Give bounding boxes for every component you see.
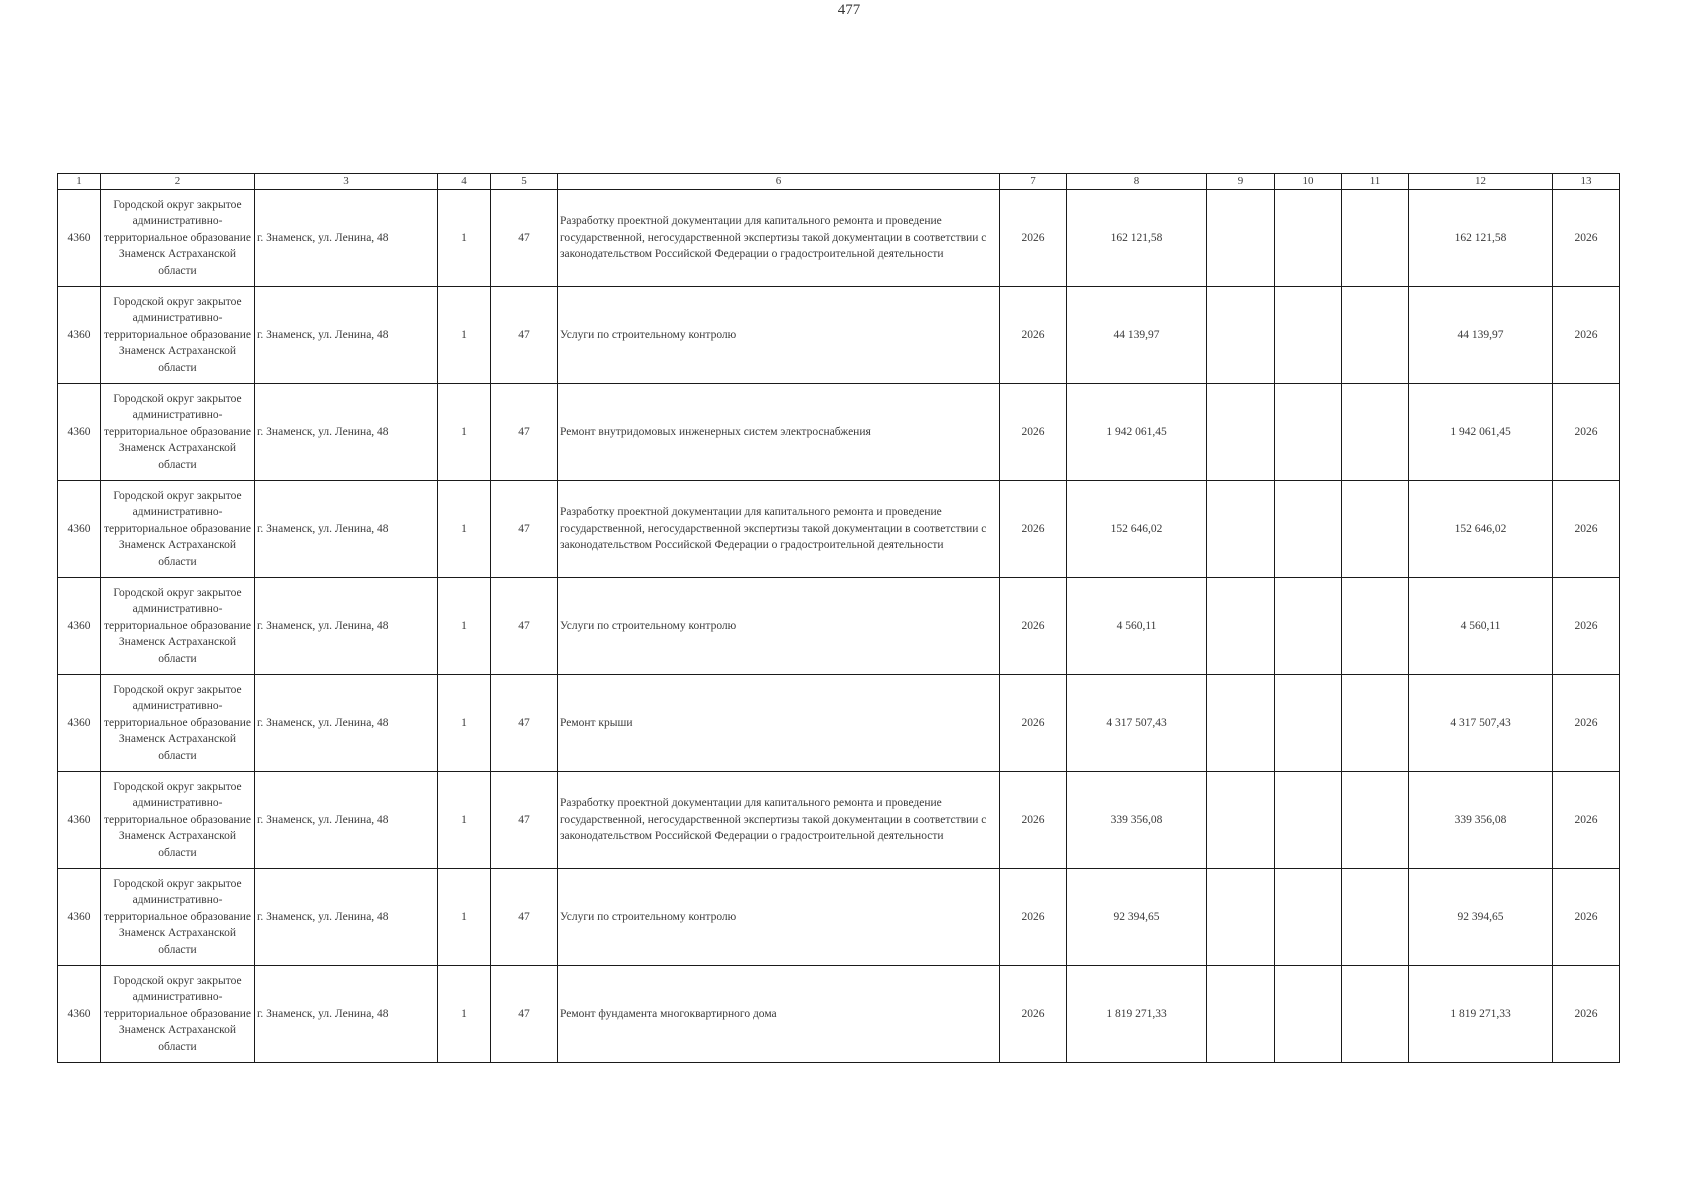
table-row (58, 966, 1620, 1063)
table-body (58, 190, 1620, 1063)
cell-col10 (1275, 966, 1342, 1063)
cell-col4: 1 (438, 384, 491, 481)
column-header-1: 1 (58, 174, 101, 190)
cell-work-type: Ремонт фундамента многоквартирного дома (558, 966, 1000, 1063)
cell-col9 (1207, 675, 1275, 772)
cell-year: 2026 (1000, 578, 1067, 675)
cell-municipality: Городской округ закрытое административно-территориальное образование Знаменск Астраханской области (101, 675, 255, 772)
cell-year-end: 2026 (1553, 190, 1620, 287)
cell-address: г. Знаменск, ул. Ленина, 48 (255, 869, 438, 966)
cell-number: 4360 (58, 287, 101, 384)
cell-cost-fund: 1 819 271,33 (1409, 966, 1553, 1063)
cell-col10 (1275, 384, 1342, 481)
table-row (58, 675, 1620, 772)
table-row (58, 384, 1620, 481)
cell-year-end: 2026 (1553, 675, 1620, 772)
cell-work-type: Услуги по строительному контролю (558, 869, 1000, 966)
cell-number: 4360 (58, 578, 101, 675)
cell-col9 (1207, 287, 1275, 384)
cell-municipality: Городской округ закрытое административно-территориальное образование Знаменск Астраханской области (101, 772, 255, 869)
cell-col10 (1275, 869, 1342, 966)
cell-col10 (1275, 772, 1342, 869)
cell-year: 2026 (1000, 966, 1067, 1063)
cell-municipality: Городской округ закрытое административно-территориальное образование Знаменск Астраханской области (101, 287, 255, 384)
cell-col9 (1207, 384, 1275, 481)
cell-year: 2026 (1000, 481, 1067, 578)
cell-year-end: 2026 (1553, 384, 1620, 481)
cell-col5: 47 (491, 384, 558, 481)
cell-col5: 47 (491, 772, 558, 869)
cell-cost-fund: 152 646,02 (1409, 481, 1553, 578)
cell-address: г. Знаменск, ул. Ленина, 48 (255, 966, 438, 1063)
cell-cost-total: 162 121,58 (1067, 190, 1207, 287)
cell-number: 4360 (58, 190, 101, 287)
cell-col11 (1342, 287, 1409, 384)
table-row (58, 481, 1620, 578)
cell-year-end: 2026 (1553, 966, 1620, 1063)
cell-address: г. Знаменск, ул. Ленина, 48 (255, 384, 438, 481)
cell-col10 (1275, 190, 1342, 287)
cell-municipality: Городской округ закрытое административно-территориальное образование Знаменск Астраханской области (101, 190, 255, 287)
table-row (58, 869, 1620, 966)
cell-year-end: 2026 (1553, 578, 1620, 675)
cell-address: г. Знаменск, ул. Ленина, 48 (255, 578, 438, 675)
column-header-8: 8 (1067, 174, 1207, 190)
cell-cost-total: 1 819 271,33 (1067, 966, 1207, 1063)
cell-cost-total: 152 646,02 (1067, 481, 1207, 578)
cell-col9 (1207, 578, 1275, 675)
cell-work-type: Ремонт внутридомовых инженерных систем электроснабжения (558, 384, 1000, 481)
cell-municipality: Городской округ закрытое административно-территориальное образование Знаменск Астраханской области (101, 578, 255, 675)
cell-col10 (1275, 481, 1342, 578)
cell-year: 2026 (1000, 772, 1067, 869)
cell-number: 4360 (58, 966, 101, 1063)
cell-cost-fund: 4 560,11 (1409, 578, 1553, 675)
cell-cost-fund: 339 356,08 (1409, 772, 1553, 869)
cell-address: г. Знаменск, ул. Ленина, 48 (255, 190, 438, 287)
cell-col4: 1 (438, 481, 491, 578)
cell-col9 (1207, 190, 1275, 287)
column-header-9: 9 (1207, 174, 1275, 190)
cell-number: 4360 (58, 772, 101, 869)
cell-year: 2026 (1000, 869, 1067, 966)
cell-col5: 47 (491, 481, 558, 578)
cell-number: 4360 (58, 384, 101, 481)
cell-work-type: Ремонт крыши (558, 675, 1000, 772)
cell-municipality: Городской округ закрытое административно-территориальное образование Знаменск Астраханской области (101, 966, 255, 1063)
cell-col4: 1 (438, 869, 491, 966)
cell-municipality: Городской округ закрытое административно-территориальное образование Знаменск Астраханской области (101, 481, 255, 578)
column-header-12: 12 (1409, 174, 1553, 190)
cell-col4: 1 (438, 966, 491, 1063)
column-header-13: 13 (1553, 174, 1620, 190)
column-header-6: 6 (558, 174, 1000, 190)
cell-address: г. Знаменск, ул. Ленина, 48 (255, 675, 438, 772)
cell-cost-total: 92 394,65 (1067, 869, 1207, 966)
cell-col5: 47 (491, 578, 558, 675)
cell-col4: 1 (438, 287, 491, 384)
page-number: 477 (837, 2, 861, 18)
cell-col4: 1 (438, 675, 491, 772)
cell-col9 (1207, 481, 1275, 578)
cell-cost-fund: 4 317 507,43 (1409, 675, 1553, 772)
cell-year: 2026 (1000, 384, 1067, 481)
cell-cost-total: 339 356,08 (1067, 772, 1207, 869)
cell-municipality: Городской округ закрытое административно-территориальное образование Знаменск Астраханской области (101, 384, 255, 481)
cell-year-end: 2026 (1553, 869, 1620, 966)
cell-col11 (1342, 966, 1409, 1063)
cell-work-type: Разработку проектной документации для капитального ремонта и проведение государственной, негосударственной экспертизы такой документации в соответствии с законодательством Российской Федерации о градостроительной деятельности (558, 481, 1000, 578)
cell-year-end: 2026 (1553, 287, 1620, 384)
cell-col4: 1 (438, 190, 491, 287)
column-header-3: 3 (255, 174, 438, 190)
cell-col9 (1207, 772, 1275, 869)
header-row (58, 174, 1620, 190)
cell-col11 (1342, 578, 1409, 675)
cell-year: 2026 (1000, 287, 1067, 384)
cell-col10 (1275, 675, 1342, 772)
cell-col9 (1207, 869, 1275, 966)
cell-cost-total: 44 139,97 (1067, 287, 1207, 384)
column-header-5: 5 (491, 174, 558, 190)
cell-cost-total: 1 942 061,45 (1067, 384, 1207, 481)
cell-year: 2026 (1000, 675, 1067, 772)
cell-col10 (1275, 578, 1342, 675)
cell-col5: 47 (491, 966, 558, 1063)
column-header-10: 10 (1275, 174, 1342, 190)
cell-col11 (1342, 869, 1409, 966)
cell-work-type: Разработку проектной документации для капитального ремонта и проведение государственной, негосударственной экспертизы такой документации в соответствии с законодательством Российской Федерации о градостроительной деятельности (558, 190, 1000, 287)
cell-year-end: 2026 (1553, 772, 1620, 869)
cell-cost-fund: 1 942 061,45 (1409, 384, 1553, 481)
cell-col4: 1 (438, 772, 491, 869)
column-header-2: 2 (101, 174, 255, 190)
column-header-7: 7 (1000, 174, 1067, 190)
cell-cost-fund: 92 394,65 (1409, 869, 1553, 966)
column-header-4: 4 (438, 174, 491, 190)
cell-address: г. Знаменск, ул. Ленина, 48 (255, 481, 438, 578)
cell-col5: 47 (491, 190, 558, 287)
cell-year-end: 2026 (1553, 481, 1620, 578)
table-row (58, 578, 1620, 675)
cell-number: 4360 (58, 675, 101, 772)
cell-work-type: Услуги по строительному контролю (558, 578, 1000, 675)
cell-work-type: Услуги по строительному контролю (558, 287, 1000, 384)
cell-address: г. Знаменск, ул. Ленина, 48 (255, 772, 438, 869)
cell-col11 (1342, 481, 1409, 578)
cell-number: 4360 (58, 869, 101, 966)
cell-work-type: Разработку проектной документации для капитального ремонта и проведение государственной, негосударственной экспертизы такой документации в соответствии с законодательством Российской Федерации о градостроительной деятельности (558, 772, 1000, 869)
cell-col11 (1342, 190, 1409, 287)
cell-municipality: Городской округ закрытое административно-территориальное образование Знаменск Астраханской области (101, 869, 255, 966)
cell-col11 (1342, 384, 1409, 481)
cell-col11 (1342, 675, 1409, 772)
table-header (58, 174, 1620, 190)
table-row (58, 190, 1620, 287)
cell-cost-total: 4 317 507,43 (1067, 675, 1207, 772)
capital-repair-table (57, 173, 1620, 1063)
cell-col5: 47 (491, 869, 558, 966)
cell-col5: 47 (491, 287, 558, 384)
table-row (58, 772, 1620, 869)
cell-col9 (1207, 966, 1275, 1063)
cell-col5: 47 (491, 675, 558, 772)
cell-col4: 1 (438, 578, 491, 675)
column-header-11: 11 (1342, 174, 1409, 190)
cell-year: 2026 (1000, 190, 1067, 287)
table-row (58, 287, 1620, 384)
cell-address: г. Знаменск, ул. Ленина, 48 (255, 287, 438, 384)
cell-col11 (1342, 772, 1409, 869)
cell-cost-total: 4 560,11 (1067, 578, 1207, 675)
cell-number: 4360 (58, 481, 101, 578)
cell-cost-fund: 162 121,58 (1409, 190, 1553, 287)
cell-cost-fund: 44 139,97 (1409, 287, 1553, 384)
cell-col10 (1275, 287, 1342, 384)
